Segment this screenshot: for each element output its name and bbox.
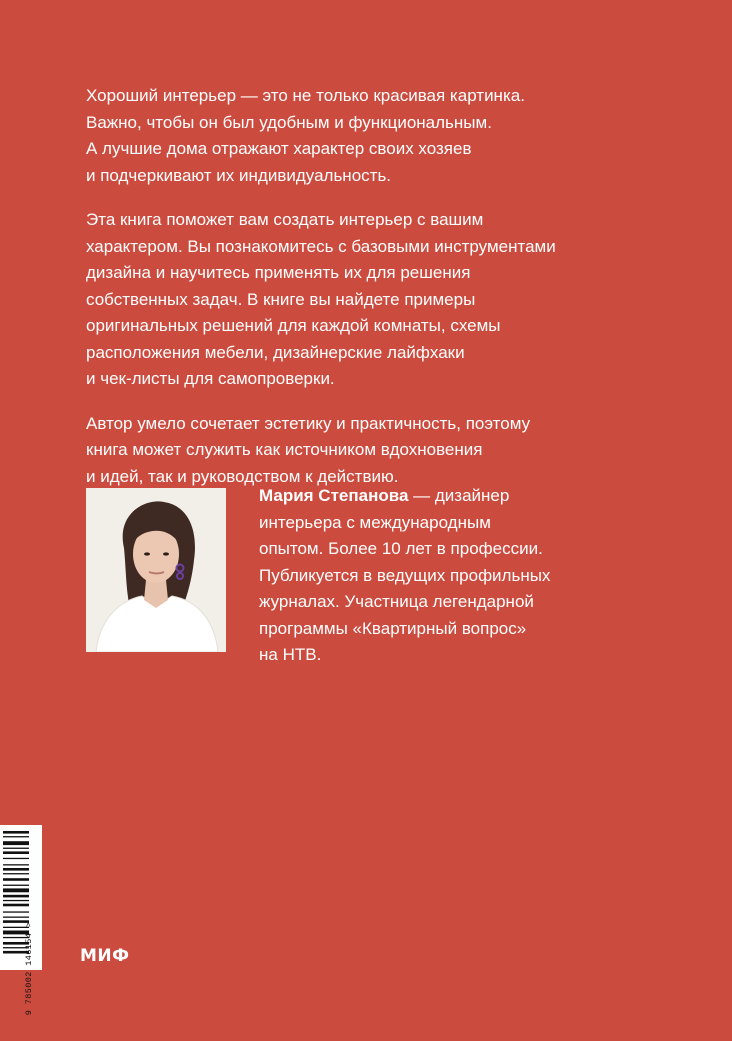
author-name: Мария Степанова <box>259 486 409 505</box>
author-bio-line: на НТВ. <box>259 645 322 664</box>
blurb-line: и чек-листы для самопроверки. <box>86 369 335 388</box>
blurb-line: дизайна и научитесь применять их для решения <box>86 263 471 282</box>
barcode-bar <box>3 888 29 892</box>
barcode-bar <box>3 841 29 845</box>
barcode-bar <box>3 885 29 886</box>
blurb-line: и подчеркивают их индивидуальность. <box>86 165 392 185</box>
author-bio-line: программы «Квартирный вопрос» <box>259 618 527 638</box>
blurb-paragraph-3 <box>86 411 586 491</box>
publisher-logo: МИФ <box>80 946 130 966</box>
barcode-bar <box>3 868 29 871</box>
barcode-bar <box>3 878 29 881</box>
author-bio-first-line <box>259 483 589 510</box>
blurb-line: Важно, чтобы он был удобным и функциональным. <box>86 112 492 132</box>
author-bio-line: опытом. Более 10 лет в профессии. <box>259 539 543 558</box>
barcode-bar <box>3 831 29 834</box>
blurb-paragraph-2 <box>86 207 586 393</box>
blurb-line: Автор умело сочетает эстетику и практичность, поэтому <box>86 413 531 433</box>
blurb-paragraph-1 <box>86 83 586 189</box>
barcode-bar <box>3 864 29 865</box>
author-bio-line: Публикуется в ведущих профильных <box>259 565 551 585</box>
isbn-digits: 9 785002 146154 > <box>24 921 34 1016</box>
blurb-line: книга может служить как источником вдохновения <box>86 440 483 459</box>
author-photo <box>86 488 226 652</box>
blurb-line: и идей, так и руководством к действию. <box>86 466 399 486</box>
author-bio <box>259 483 589 669</box>
blurb-line: оригинальных решений для каждой комнаты, схемы <box>86 316 501 335</box>
barcode-bar <box>3 858 29 859</box>
author-portrait-image <box>86 488 226 652</box>
blurb-line: А лучшие дома отражают характер своих хозяев <box>86 139 472 158</box>
blurb <box>86 83 586 508</box>
author-bio-line: — дизайнер <box>408 486 510 505</box>
blurb-line: собственных задач. В книге вы найдете примеры <box>86 289 476 309</box>
blurb-line: характером. Вы познакомитесь с базовыми инструментами <box>86 236 556 256</box>
author-bio-line: интерьера с международным <box>259 512 491 532</box>
isbn-barcode <box>0 825 42 1016</box>
barcode-bar <box>3 848 29 849</box>
barcode-bar <box>3 851 29 854</box>
barcode-bar <box>3 873 29 874</box>
blurb-line: Хороший интерьер — это не только красивая картинка. <box>86 86 525 105</box>
blurb-line: расположения мебели, дизайнерские лайфхаки <box>86 342 465 362</box>
barcode-bar <box>3 836 29 837</box>
author-bio-line: журналах. Участница легендарной <box>259 592 534 611</box>
blurb-line: Эта книга поможет вам создать интерьер с вашим <box>86 210 484 229</box>
